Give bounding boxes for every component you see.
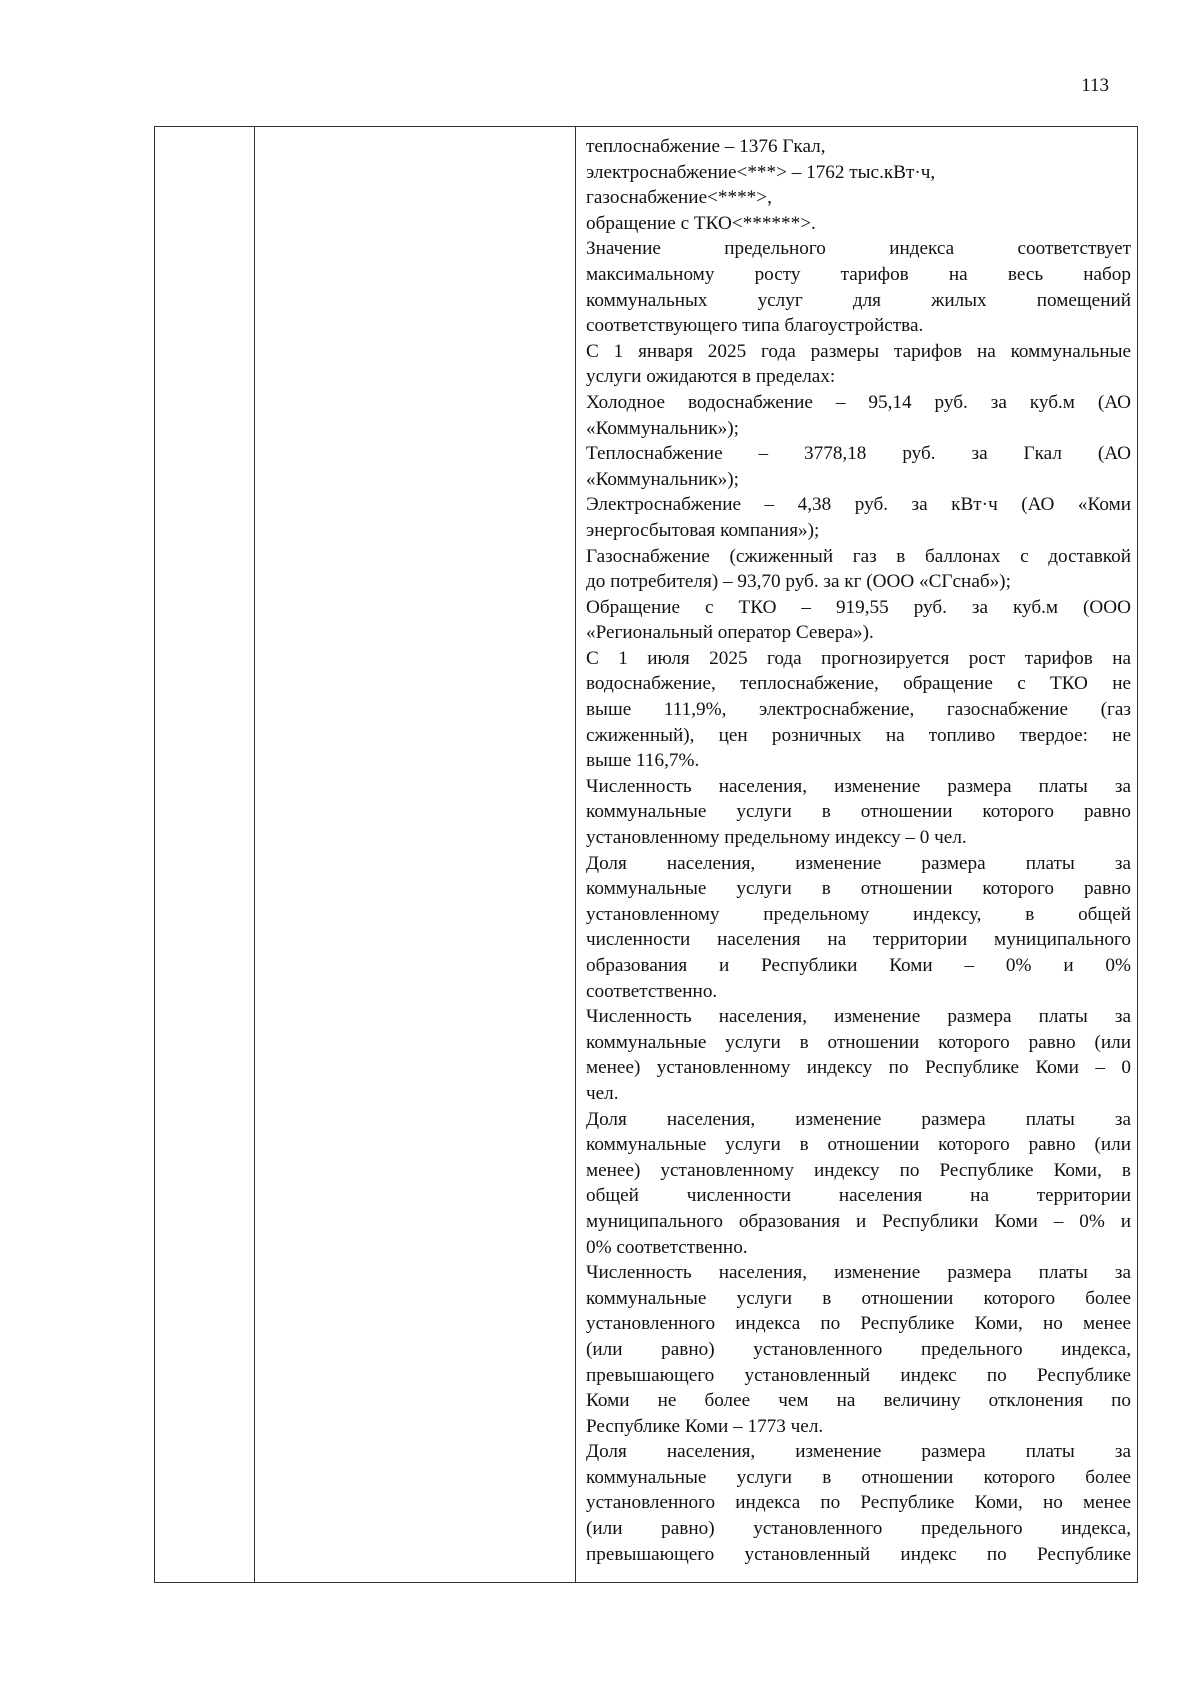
text-line: коммунальные услуги в отношении которого более	[586, 1466, 1131, 1488]
text-line: С 1 июля 2025 года прогнозируется рост тарифов на	[586, 647, 1131, 669]
text-line: чел.	[586, 1082, 619, 1104]
text-line: общей численности населения на территории	[586, 1185, 1131, 1207]
text-line: Доля населения, изменение размера платы за	[586, 852, 1131, 874]
text-line: С 1 января 2025 года размеры тарифов на коммунальные	[586, 340, 1131, 362]
text-line: водоснабжение, теплоснабжение, обращение с ТКО не	[586, 673, 1131, 695]
text-line: максимальному росту тарифов на весь набор	[586, 263, 1131, 285]
text-line: установленному предельному индексу – 0 чел.	[586, 827, 967, 849]
cell-description-text	[576, 127, 1137, 1567]
text-line: сжиженный), цен розничных на топливо твердое: не	[586, 724, 1131, 746]
text-line: коммунальные услуги в отношении которого равно (или	[586, 1031, 1131, 1053]
text-line: Обращение с ТКО – 919,55 руб. за куб.м (ООО	[586, 596, 1131, 618]
text-line: установленного индекса по Республике Коми, но менее	[586, 1492, 1131, 1514]
table-cell-name	[255, 127, 576, 1583]
text-line: Теплоснабжение – 3778,18 руб. за Гкал (АО	[586, 443, 1131, 465]
cell-number-text	[155, 127, 254, 134]
text-line: (или равно) установленного предельного индекса,	[586, 1518, 1131, 1540]
text-line: обращение с ТКО<******>.	[586, 212, 816, 234]
text-line: Численность населения, изменение размера платы за	[586, 1262, 1131, 1284]
text-line: коммунальные услуги в отношении которого равно	[586, 878, 1131, 900]
text-line: численности населения на территории муниципального	[586, 929, 1131, 951]
text-line: Электроснабжение – 4,38 руб. за кВт·ч (АО «Коми	[586, 494, 1131, 516]
text-line: соответствующего типа благоустройства.	[586, 315, 924, 337]
text-line: до потребителя) – 93,70 руб. за кг (ООО «СГснаб»);	[586, 571, 1011, 593]
text-line: энергосбытовая компания»);	[586, 519, 820, 541]
text-line: электроснабжение<***> – 1762 тыс.кВт·ч,	[586, 161, 936, 183]
text-line: превышающего установленный индекс по Республике	[586, 1543, 1131, 1565]
text-line: услуги ожидаются в пределах:	[586, 366, 836, 388]
page-number: 113	[1081, 75, 1109, 96]
table-cell-number	[155, 127, 255, 1583]
content-table	[154, 126, 1138, 1583]
text-line: Коми не более чем на величину отклонения по	[586, 1390, 1131, 1412]
text-line: образования и Республики Коми – 0% и 0%	[586, 955, 1131, 976]
text-line: менее) установленному индексу по Республике Коми, в	[586, 1159, 1131, 1181]
text-line: Доля населения, изменение размера платы за	[586, 1441, 1131, 1463]
text-line: газоснабжение<****>,	[586, 187, 772, 209]
text-line: Газоснабжение (сжиженный газ в баллонах с доставкой	[586, 545, 1131, 567]
text-line: (или равно) установленного предельного индекса,	[586, 1338, 1131, 1360]
text-line: менее) установленному индексу по Республике Коми – 0	[586, 1057, 1131, 1079]
table-cell-description	[576, 127, 1138, 1583]
text-line: Холодное водоснабжение – 95,14 руб. за куб.м (АО	[586, 391, 1131, 413]
text-line: «Коммунальник»);	[586, 417, 739, 439]
text-line: Республике Коми – 1773 чел.	[586, 1415, 824, 1437]
text-line: Значение предельного индекса соответствует	[586, 238, 1131, 260]
text-line: установленному предельному индексу, в общей	[586, 903, 1131, 925]
text-line: соответственно.	[586, 980, 718, 1002]
text-line: выше 111,9%, электроснабжение, газоснабжение (газ	[586, 699, 1131, 721]
text-line: теплоснабжение – 1376 Гкал,	[586, 136, 826, 157]
text-line: Доля населения, изменение размера платы за	[586, 1108, 1131, 1130]
text-line: Численность населения, изменение размера платы за	[586, 1006, 1131, 1028]
text-line: коммунальные услуги в отношении которого равно	[586, 801, 1131, 823]
text-line: муниципального образования и Республики Коми – 0% и	[586, 1210, 1131, 1232]
text-line: коммунальные услуги в отношении которого более	[586, 1287, 1131, 1309]
text-line: 0% соответственно.	[586, 1236, 748, 1258]
text-line: «Коммунальник»);	[586, 468, 739, 490]
cell-name-text	[255, 127, 575, 134]
text-line: коммунальных услуг для жилых помещений	[586, 289, 1131, 311]
text-line: Численность населения, изменение размера платы за	[586, 775, 1131, 797]
text-line: коммунальные услуги в отношении которого равно (или	[586, 1134, 1131, 1156]
text-line: превышающего установленный индекс по Республике	[586, 1364, 1131, 1386]
table-row	[155, 127, 1138, 1583]
text-line: выше 116,7%.	[586, 750, 700, 772]
text-line: установленного индекса по Республике Коми, но менее	[586, 1313, 1131, 1335]
text-line: «Региональный оператор Севера»).	[586, 622, 874, 644]
